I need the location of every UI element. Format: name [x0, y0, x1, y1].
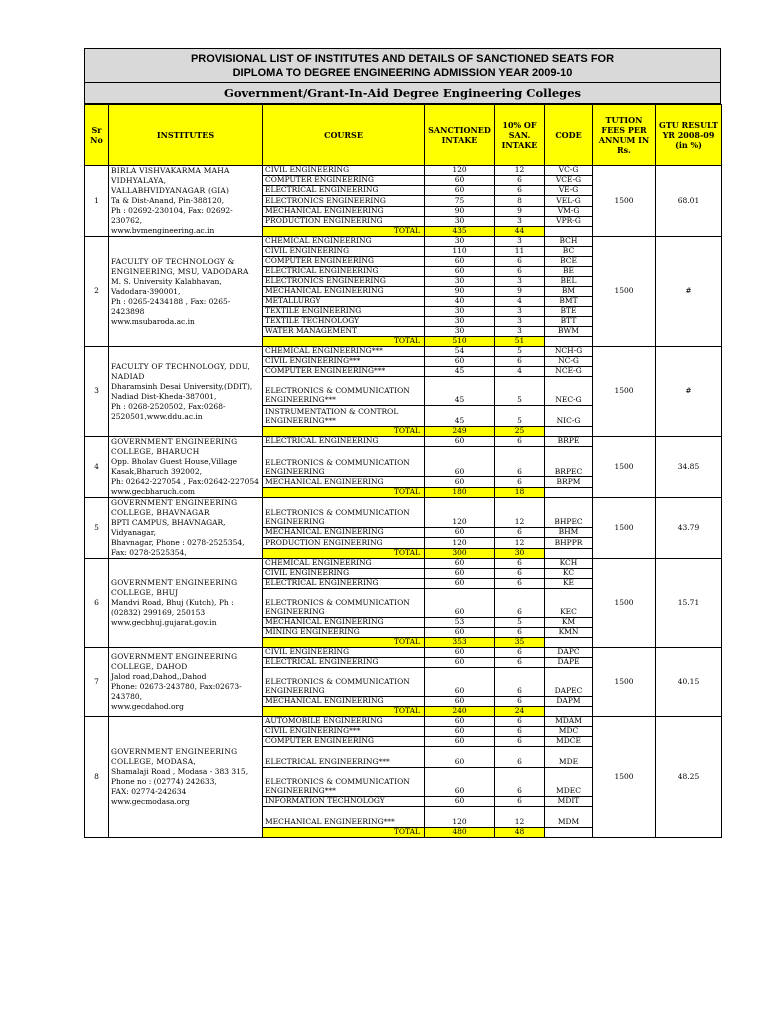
institute-info-line: M. S. University Kalabhavan, Vadodara-390001, — [111, 276, 222, 296]
institute-info-line: Jalod road,Dahod,,Dahod — [111, 672, 207, 681]
course-code: KEC — [545, 589, 593, 618]
course-code: NCE-G — [545, 367, 593, 377]
course-code: BM — [545, 287, 593, 297]
serial-number: 2 — [85, 237, 109, 347]
institute-name: GOVERNMENT ENGINEERING COLLEGE, BHARUCH — [111, 437, 238, 456]
course-name: COMPUTER ENGINEERING — [263, 257, 425, 267]
course-code: BHPEC — [545, 498, 593, 528]
course-code: VEL-G — [545, 196, 593, 206]
total-code-empty — [545, 226, 593, 236]
course-name: PRODUCTION ENGINEERING — [263, 538, 425, 548]
ten-percent-intake: 6 — [495, 559, 545, 569]
institute-details — [109, 498, 263, 559]
institute-info-line: www.gecbhuj.gujarat.gov.in — [111, 618, 217, 627]
institute-name: GOVERNMENT ENGINEERING COLLEGE, BHAVNAGAR — [111, 498, 238, 517]
sanctioned-intake: 60 — [425, 437, 495, 447]
total-label: TOTAL — [263, 638, 425, 648]
course-code: BE — [545, 267, 593, 277]
course-code: NEC-G — [545, 377, 593, 406]
serial-number: 4 — [85, 437, 109, 498]
col-sr: Sr No — [85, 105, 109, 166]
institute-info-line: www.gecdahod.org — [111, 702, 184, 711]
ten-percent-intake: 6 — [495, 447, 545, 477]
institute-name: GOVERNMENT ENGINEERING COLLEGE, MODASA, — [111, 747, 238, 766]
total-ten-percent: 25 — [495, 427, 545, 437]
gtu-result: 15.71 — [656, 559, 722, 648]
course-name: TEXTILE TECHNOLOGY — [263, 317, 425, 327]
course-code: MDAM — [545, 717, 593, 727]
sanctioned-intake: 120 — [425, 807, 495, 828]
institute-details — [109, 437, 263, 498]
course-code: MDEC — [545, 768, 593, 797]
course-name: ELECTRICAL ENGINEERING — [263, 579, 425, 589]
course-name: WATER MANAGEMENT — [263, 327, 425, 337]
course-name: CHEMICAL ENGINEERING — [263, 237, 425, 247]
course-code: MDE — [545, 747, 593, 768]
institute-name: GOVERNMENT ENGINEERING COLLEGE, DAHOD — [111, 652, 238, 671]
ten-percent-intake: 9 — [495, 206, 545, 216]
course-name: MECHANICAL ENGINEERING — [263, 618, 425, 628]
course-name: ELECTRONICS & COMMUNICATION ENGINEERING — [263, 447, 425, 477]
table-row — [85, 559, 722, 569]
course-name: CIVIL ENGINEERING — [263, 569, 425, 579]
section-subtitle: Government/Grant-In-Aid Degree Engineering Colleges — [84, 83, 721, 104]
course-code: BCE — [545, 257, 593, 267]
sanctioned-intake: 60 — [425, 658, 495, 668]
total-code-empty — [545, 638, 593, 648]
course-name: MECHANICAL ENGINEERING*** — [263, 807, 425, 828]
course-code: KC — [545, 569, 593, 579]
seat-table — [84, 104, 722, 838]
institute-name: FACULTY OF TECHNOLOGY, DDU, NADIAD — [111, 361, 251, 381]
sanctioned-intake: 60 — [425, 768, 495, 797]
ten-percent-intake: 6 — [495, 668, 545, 697]
table-row — [85, 166, 722, 176]
ten-percent-intake: 6 — [495, 186, 545, 196]
sanctioned-intake: 30 — [425, 307, 495, 317]
total-ten-percent: 24 — [495, 707, 545, 717]
total-ten-percent: 35 — [495, 638, 545, 648]
course-code: BRPEC — [545, 447, 593, 477]
sanctioned-intake: 60 — [425, 477, 495, 487]
course-code: VE-G — [545, 186, 593, 196]
course-name: ELECTRONICS ENGINEERING — [263, 277, 425, 287]
course-code: DAPEC — [545, 668, 593, 697]
ten-percent-intake: 3 — [495, 307, 545, 317]
institute-info-line: Ta & Dist-Anand, Pin-388120, — [111, 196, 225, 205]
course-code: DAPC — [545, 648, 593, 658]
table-row — [85, 717, 722, 727]
course-name: CIVIL ENGINEERING — [263, 247, 425, 257]
seat-list-sheet — [84, 48, 721, 838]
course-code: BTT — [545, 317, 593, 327]
ten-percent-intake: 12 — [495, 498, 545, 528]
serial-number: 3 — [85, 347, 109, 437]
total-code-empty — [545, 487, 593, 497]
course-name: ELECTRICAL ENGINEERING — [263, 437, 425, 447]
document-title — [84, 48, 721, 83]
course-name: METALLURGY — [263, 297, 425, 307]
sanctioned-intake: 110 — [425, 247, 495, 257]
institute-info-line: Bhavnagar, Phone : 0278-2525354, Fax: 0278-2525354, — [111, 538, 245, 557]
course-code: BCH — [545, 237, 593, 247]
institute-info-line: BPTI CAMPUS, BHAVNAGAR, Vidyanagar, — [111, 518, 226, 537]
ten-percent-intake: 3 — [495, 237, 545, 247]
course-code: MDCE — [545, 737, 593, 747]
sanctioned-intake: 30 — [425, 327, 495, 337]
ten-percent-intake: 6 — [495, 628, 545, 638]
sanctioned-intake: 90 — [425, 206, 495, 216]
total-intake: 435 — [425, 226, 495, 236]
course-name: INFORMATION TECHNOLOGY — [263, 797, 425, 807]
ten-percent-intake: 3 — [495, 327, 545, 337]
table-row — [85, 237, 722, 247]
sanctioned-intake: 60 — [425, 697, 495, 707]
course-name: AUTOMOBILE ENGINEERING — [263, 717, 425, 727]
col-institutes: INSTITUTES — [109, 105, 263, 166]
sanctioned-intake: 60 — [425, 176, 495, 186]
course-code: NC-G — [545, 357, 593, 367]
sanctioned-intake: 60 — [425, 267, 495, 277]
ten-percent-intake: 6 — [495, 569, 545, 579]
sanctioned-intake: 40 — [425, 297, 495, 307]
tuition-fees: 1500 — [593, 237, 656, 347]
institute-details — [109, 717, 263, 838]
total-ten-percent: 18 — [495, 487, 545, 497]
serial-number: 6 — [85, 559, 109, 648]
ten-percent-intake: 6 — [495, 176, 545, 186]
ten-percent-intake: 6 — [495, 527, 545, 537]
ten-percent-intake: 6 — [495, 257, 545, 267]
ten-percent-intake: 3 — [495, 317, 545, 327]
total-intake: 510 — [425, 337, 495, 347]
gtu-result: # — [656, 347, 722, 437]
tuition-fees: 1500 — [593, 559, 656, 648]
sanctioned-intake: 75 — [425, 196, 495, 206]
institute-info-line: www.msubaroda.ac.in — [111, 316, 195, 326]
course-code: VCE-G — [545, 176, 593, 186]
institute-info-line: Mandvi Road, Bhuj (Kutch), Ph : (02832) 299169, 250153 — [111, 598, 234, 617]
institute-info-line: Ph: 02642-227054 , Fax:02642-227054 www.gecbharuch.com — [111, 477, 259, 496]
ten-percent-intake: 6 — [495, 727, 545, 737]
ten-percent-intake: 12 — [495, 166, 545, 176]
ten-percent-intake: 6 — [495, 437, 545, 447]
course-name: ELECTRONICS ENGINEERING — [263, 196, 425, 206]
ten-percent-intake: 4 — [495, 297, 545, 307]
course-name: TEXTILE ENGINEERING — [263, 307, 425, 317]
institute-details — [109, 166, 263, 237]
ten-percent-intake: 5 — [495, 618, 545, 628]
course-name: CIVIL ENGINEERING — [263, 166, 425, 176]
ten-percent-intake: 9 — [495, 287, 545, 297]
tuition-fees: 1500 — [593, 166, 656, 237]
sanctioned-intake: 60 — [425, 668, 495, 697]
tuition-fees: 1500 — [593, 648, 656, 717]
total-label: TOTAL — [263, 337, 425, 347]
gtu-result: # — [656, 237, 722, 347]
course-code: VM-G — [545, 206, 593, 216]
course-code: MDIT — [545, 797, 593, 807]
ten-percent-intake: 5 — [495, 347, 545, 357]
table-row — [85, 648, 722, 658]
course-name: ELECTRONICS & COMMUNICATION ENGINEERING — [263, 668, 425, 697]
course-code: MDM — [545, 807, 593, 828]
total-label: TOTAL — [263, 548, 425, 558]
course-code: BHM — [545, 527, 593, 537]
ten-percent-intake: 6 — [495, 357, 545, 367]
sanctioned-intake: 30 — [425, 277, 495, 287]
ten-percent-intake: 6 — [495, 797, 545, 807]
sanctioned-intake: 60 — [425, 747, 495, 768]
gtu-result: 40.15 — [656, 648, 722, 717]
col-intake: SANCTIONED INTAKE — [425, 105, 495, 166]
course-code: KE — [545, 579, 593, 589]
course-name: MECHANICAL ENGINEERING — [263, 287, 425, 297]
course-name: COMPUTER ENGINEERING — [263, 176, 425, 186]
ten-percent-intake: 6 — [495, 267, 545, 277]
institute-info-line: Opp. Bholav Guest House,Village Kasak,Bharuch 392002, — [111, 457, 238, 476]
gtu-result: 43.79 — [656, 498, 722, 559]
ten-percent-intake: 12 — [495, 538, 545, 548]
course-name: MECHANICAL ENGINEERING — [263, 477, 425, 487]
course-name: MINING ENGINEERING — [263, 628, 425, 638]
sanctioned-intake: 120 — [425, 538, 495, 548]
total-code-empty — [545, 707, 593, 717]
table-row — [85, 437, 722, 447]
course-name: MECHANICAL ENGINEERING — [263, 527, 425, 537]
course-name: CHEMICAL ENGINEERING — [263, 559, 425, 569]
ten-percent-intake: 3 — [495, 277, 545, 287]
ten-percent-intake: 6 — [495, 717, 545, 727]
total-intake: 249 — [425, 427, 495, 437]
total-ten-percent: 48 — [495, 828, 545, 838]
col-fees: TUTION FEES PER ANNUM IN Rs. — [593, 105, 656, 166]
table-row — [85, 498, 722, 528]
institute-details — [109, 648, 263, 717]
sanctioned-intake: 60 — [425, 717, 495, 727]
ten-percent-intake: 5 — [495, 406, 545, 427]
course-name: ELECTRICAL ENGINEERING*** — [263, 747, 425, 768]
gtu-result: 34.85 — [656, 437, 722, 498]
sanctioned-intake: 60 — [425, 257, 495, 267]
sanctioned-intake: 45 — [425, 367, 495, 377]
ten-percent-intake: 6 — [495, 747, 545, 768]
course-code: KM — [545, 618, 593, 628]
total-ten-percent: 51 — [495, 337, 545, 347]
total-code-empty — [545, 427, 593, 437]
course-code: DAPM — [545, 697, 593, 707]
total-label: TOTAL — [263, 427, 425, 437]
course-name: COMPUTER ENGINEERING*** — [263, 367, 425, 377]
gtu-result: 48.25 — [656, 717, 722, 838]
total-label: TOTAL — [263, 828, 425, 838]
course-code: VC-G — [545, 166, 593, 176]
serial-number: 5 — [85, 498, 109, 559]
institute-details — [109, 347, 263, 437]
sanctioned-intake: 60 — [425, 447, 495, 477]
course-code: MDC — [545, 727, 593, 737]
sanctioned-intake: 45 — [425, 377, 495, 406]
title-line-1: PROVISIONAL LIST OF INSTITUTES AND DETAILS OF SANCTIONED SEATS FOR — [190, 53, 615, 65]
ten-percent-intake: 6 — [495, 589, 545, 618]
course-name: ELECTRICAL ENGINEERING — [263, 186, 425, 196]
ten-percent-intake: 4 — [495, 367, 545, 377]
total-intake: 300 — [425, 548, 495, 558]
sanctioned-intake: 60 — [425, 186, 495, 196]
institute-details — [109, 237, 263, 347]
sanctioned-intake: 53 — [425, 618, 495, 628]
total-intake: 480 — [425, 828, 495, 838]
course-code: VPR-G — [545, 216, 593, 226]
course-code: BC — [545, 247, 593, 257]
total-code-empty — [545, 828, 593, 838]
course-name: CIVIL ENGINEERING*** — [263, 357, 425, 367]
total-label: TOTAL — [263, 707, 425, 717]
total-intake: 353 — [425, 638, 495, 648]
institute-info-line: Shamalaji Road , Modasa - 383 315, — [111, 767, 249, 776]
course-name: ELECTRONICS & COMMUNICATION ENGINEERING — [263, 498, 425, 528]
course-code: BMT — [545, 297, 593, 307]
serial-number: 8 — [85, 717, 109, 838]
sanctioned-intake: 60 — [425, 648, 495, 658]
institute-info-line: Phone no : (02774) 242633, — [111, 777, 217, 786]
course-code: BRPE — [545, 437, 593, 447]
ten-percent-intake: 8 — [495, 196, 545, 206]
total-code-empty — [545, 337, 593, 347]
total-label: TOTAL — [263, 487, 425, 497]
course-name: ELECTRONICS & COMMUNICATION ENGINEERING*** — [263, 377, 425, 406]
table-body — [85, 166, 722, 838]
header-row — [85, 105, 722, 166]
institute-info-line: FAX: 02774-242634 — [111, 787, 187, 796]
tuition-fees: 1500 — [593, 498, 656, 559]
table-row — [85, 347, 722, 357]
institute-name: FACULTY OF TECHNOLOGY & ENGINEERING, MSU, VADODARA — [111, 256, 249, 276]
course-name: ELECTRICAL ENGINEERING — [263, 658, 425, 668]
course-code: KCH — [545, 559, 593, 569]
sanctioned-intake: 30 — [425, 317, 495, 327]
total-intake: 180 — [425, 487, 495, 497]
col-ten-percent: 10% OF SAN. INTAKE — [495, 105, 545, 166]
ten-percent-intake: 6 — [495, 648, 545, 658]
ten-percent-intake: 6 — [495, 579, 545, 589]
ten-percent-intake: 3 — [495, 216, 545, 226]
sanctioned-intake: 60 — [425, 628, 495, 638]
total-label: TOTAL — [263, 226, 425, 236]
institute-info-line: Dharamsinh Desai University,(DDIT), Nadiad Dist-Kheda-387001, — [111, 381, 253, 401]
course-code: NIC-G — [545, 406, 593, 427]
total-code-empty — [545, 548, 593, 558]
sanctioned-intake: 60 — [425, 559, 495, 569]
tuition-fees: 1500 — [593, 437, 656, 498]
total-ten-percent: 30 — [495, 548, 545, 558]
sanctioned-intake: 60 — [425, 589, 495, 618]
serial-number: 7 — [85, 648, 109, 717]
course-name: ELECTRICAL ENGINEERING — [263, 267, 425, 277]
course-code: KMN — [545, 628, 593, 638]
course-code: BTE — [545, 307, 593, 317]
course-code: BHPPR — [545, 538, 593, 548]
course-name: MECHANICAL ENGINEERING — [263, 206, 425, 216]
sanctioned-intake: 30 — [425, 237, 495, 247]
total-ten-percent: 44 — [495, 226, 545, 236]
ten-percent-intake: 6 — [495, 697, 545, 707]
sanctioned-intake: 90 — [425, 287, 495, 297]
sanctioned-intake: 60 — [425, 357, 495, 367]
tuition-fees: 1500 — [593, 717, 656, 838]
course-code: NCH-G — [545, 347, 593, 357]
course-name: INSTRUMENTATION & CONTROL ENGINEERING*** — [263, 406, 425, 427]
ten-percent-intake: 5 — [495, 377, 545, 406]
course-code: BWM — [545, 327, 593, 337]
col-course: COURSE — [263, 105, 425, 166]
sanctioned-intake: 60 — [425, 727, 495, 737]
course-code: BRPM — [545, 477, 593, 487]
ten-percent-intake: 6 — [495, 768, 545, 797]
ten-percent-intake: 6 — [495, 737, 545, 747]
institute-info-line: Ph : 0265-2434188 , Fax: 0265-2423898 — [111, 296, 231, 316]
tuition-fees: 1500 — [593, 347, 656, 437]
sanctioned-intake: 120 — [425, 498, 495, 528]
course-code: BEL — [545, 277, 593, 287]
sanctioned-intake: 60 — [425, 797, 495, 807]
sanctioned-intake: 60 — [425, 737, 495, 747]
sanctioned-intake: 120 — [425, 166, 495, 176]
course-name: ELECTRONICS & COMMUNICATION ENGINEERING — [263, 589, 425, 618]
gtu-result: 68.01 — [656, 166, 722, 237]
course-name: ELECTRONICS & COMMUNICATION ENGINEERING*** — [263, 768, 425, 797]
institute-name: BIRLA VISHVAKARMA MAHA VIDHYALAYA, VALLABHVIDYANAGAR (GIA) — [111, 166, 230, 195]
col-gtu-result: GTU RESULT YR 2008-09 (in %) — [656, 105, 722, 166]
course-name: CIVIL ENGINEERING — [263, 648, 425, 658]
sanctioned-intake: 54 — [425, 347, 495, 357]
course-name: PRODUCTION ENGINEERING — [263, 216, 425, 226]
course-name: MECHANICAL ENGINEERING — [263, 697, 425, 707]
col-code: CODE — [545, 105, 593, 166]
institute-info-line: Ph : 0268-2520502, Fax:0268-2520501,www.ddu.ac.in — [111, 401, 226, 421]
course-name: CIVIL ENGINEERING*** — [263, 727, 425, 737]
serial-number: 1 — [85, 166, 109, 237]
ten-percent-intake: 6 — [495, 658, 545, 668]
institute-name: GOVERNMENT ENGINEERING COLLEGE, BHUJ — [111, 578, 238, 597]
course-name: CHEMICAL ENGINEERING*** — [263, 347, 425, 357]
course-code: DAPE — [545, 658, 593, 668]
title-line-2: DIPLOMA TO DEGREE ENGINEERING ADMISSION YEAR 2009-10 — [232, 67, 573, 79]
ten-percent-intake: 12 — [495, 807, 545, 828]
sanctioned-intake: 60 — [425, 579, 495, 589]
sanctioned-intake: 30 — [425, 216, 495, 226]
sanctioned-intake: 45 — [425, 406, 495, 427]
ten-percent-intake: 6 — [495, 477, 545, 487]
sanctioned-intake: 60 — [425, 569, 495, 579]
institute-details — [109, 559, 263, 648]
sanctioned-intake: 60 — [425, 527, 495, 537]
total-intake: 240 — [425, 707, 495, 717]
institute-info-line: www.bvmengineering.ac.in — [111, 226, 215, 235]
ten-percent-intake: 11 — [495, 247, 545, 257]
institute-info-line: Ph : 02692-230104, Fax: 02692-230762, — [111, 206, 233, 225]
institute-info-line: www.gecmodasa.org — [111, 797, 190, 806]
institute-info-line: Phone: 02673-243780, Fax:02673-243780, — [111, 682, 242, 701]
course-name: COMPUTER ENGINEERING — [263, 737, 425, 747]
